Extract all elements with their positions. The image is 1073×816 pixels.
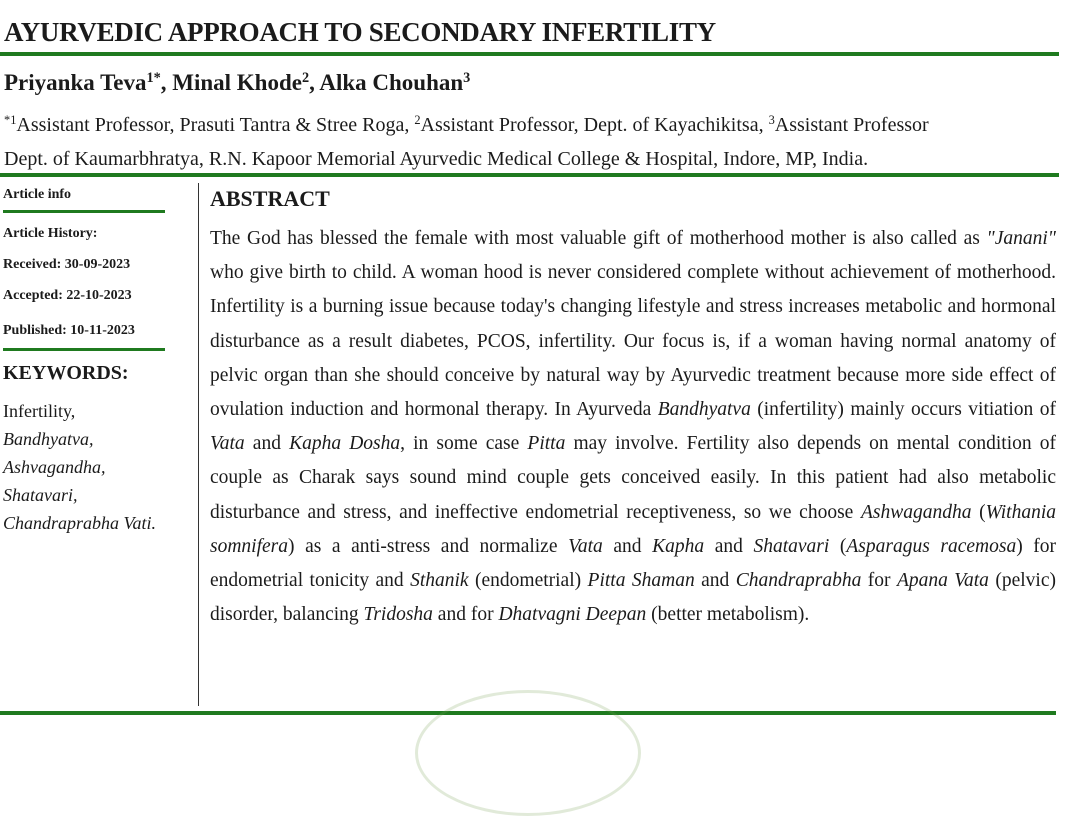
affiliation-mark: 3 <box>768 113 775 128</box>
header-rule <box>0 173 1059 177</box>
abstract-segment: and <box>602 535 653 557</box>
abstract-segment: Pitta Shaman <box>587 570 695 592</box>
abstract-segment: ) as a anti-stress and normalize <box>288 535 569 557</box>
affiliations <box>4 108 1070 176</box>
abstract-segment: Tridosha <box>363 604 433 626</box>
keyword-item: Shatavari, <box>3 485 78 505</box>
abstract-segment: Ashwagandha <box>860 501 972 523</box>
abstract-segment: (pelvic) disorder, balancing <box>210 570 1056 626</box>
abstract-text <box>210 222 1056 632</box>
abstract-segment: and for <box>432 604 499 626</box>
affiliation-line <box>4 108 1070 142</box>
author-list: Priyanka Teva$^{1*}$, Minal Khode$^2$, Alka Chouhan$^3$ <box>4 70 471 95</box>
abstract-segment: ) for endometrial tonicity and <box>210 535 1057 592</box>
abstract-segment: Withania somnifera <box>210 501 1056 557</box>
abstract-segment: "Janani" <box>986 228 1056 249</box>
affiliation-mark: *1 <box>4 113 17 128</box>
abstract-segment: (better metabolism). <box>646 604 810 626</box>
abstract-segment: Bandhyatva <box>657 399 751 421</box>
author-mark: 2 <box>301 70 310 87</box>
abstract-segment: and <box>694 570 736 592</box>
keyword-item: Bandhyatva, <box>3 429 94 449</box>
abstract-segment: , in some case <box>400 433 528 455</box>
article-info-heading: Article info <box>3 187 72 202</box>
abstract-segment: The God has blessed the female with most valuable gift of motherhood mother is also called as <box>210 228 987 249</box>
affiliation-line: Dept. of Kaumarbhratya, R.N. Kapoor Memorial Ayurvedic Medical College & Hospital, Indore, MP, India. <box>4 148 869 170</box>
author-name: Minal Khode <box>172 70 302 95</box>
article-history-label: Article History: <box>3 226 98 241</box>
published-date: Published: 10-11-2023 <box>3 323 135 338</box>
author-mark: 3 <box>463 70 471 87</box>
abstract-segment: Asparagus racemosa <box>846 535 1017 557</box>
abstract-segment: Apana Vata <box>896 570 989 592</box>
author-mark: 1* <box>146 70 161 87</box>
author-name: Alka Chouhan <box>319 70 464 95</box>
abstract-segment: for <box>861 570 897 592</box>
affiliation-text: Assistant Professor, Dept. of Kayachikitsa, <box>420 114 769 136</box>
affiliation-mark: 2 <box>414 113 421 128</box>
keywords-list <box>3 397 156 537</box>
title-rule <box>0 52 1059 56</box>
abstract-segment: and <box>704 535 754 557</box>
abstract-segment: Chandraprabha <box>735 570 862 592</box>
abstract-segment: Shatavari <box>753 535 830 557</box>
abstract-segment: Vata <box>210 433 245 455</box>
abstract-segment: and <box>244 433 290 455</box>
affiliation-text: Assistant Professor, Prasuti Tantra & Stree Roga, <box>16 114 415 136</box>
abstract-segment: ( <box>829 535 847 557</box>
abstract-segment: Pitta <box>527 433 566 455</box>
abstract-segment: Dhatvagni Deepan <box>498 604 647 626</box>
received-date: Received: 30-09-2023 <box>3 257 131 272</box>
abstract-segment: Kapha <box>652 535 705 557</box>
abstract-segment: ( <box>971 501 986 523</box>
watermark-logo <box>415 690 641 816</box>
keywords-heading: KEYWORDS: <box>3 362 129 384</box>
history-rule <box>3 348 165 351</box>
article-info-rule <box>3 210 165 213</box>
abstract-segment: who give birth to child. A woman hood is never considered complete without achievement of motherhood. Infertility is a burning issue because today's changing lifestyle and stress increases metabolic and hormonal disturbance as a result diabetes, PCOS, infertility. Our focus is, if a woman having normal anatomy of pelvic organ than she should conceive by natural way by Ayurvedic treatment because more side effect of ovulation induction and hormonal therapy. In Ayurveda <box>210 262 1056 421</box>
abstract-heading: ABSTRACT <box>210 186 330 211</box>
abstract-segment: Vata <box>568 535 603 557</box>
abstract-segment: may involve. Fertility also depends on mental condition of couple as Charak says sound mind couple gets conceived easily. In this patient had also metabolic disturbance and stress, and ineffective endometrial receptiveness, so we choose <box>210 433 1056 523</box>
keyword-item: Chandraprabha Vati. <box>3 513 157 533</box>
abstract-segment: (infertility) mainly occurs vitiation of <box>750 399 1056 421</box>
column-divider <box>198 183 199 706</box>
keyword-item: Ashvagandha, <box>3 457 106 477</box>
accepted-date: Accepted: 22-10-2023 <box>3 288 132 303</box>
page-title: AYURVEDIC APPROACH TO SECONDARY INFERTILITY <box>4 17 716 47</box>
abstract-segment: Kapha Dosha <box>289 433 401 455</box>
author-name: Priyanka Teva <box>4 70 147 95</box>
affiliation-text: Assistant Professor <box>774 114 929 136</box>
keyword-item: Infertility, <box>3 401 76 421</box>
abstract-segment: (endometrial) <box>468 570 588 592</box>
abstract-segment: Sthanik <box>410 570 469 592</box>
